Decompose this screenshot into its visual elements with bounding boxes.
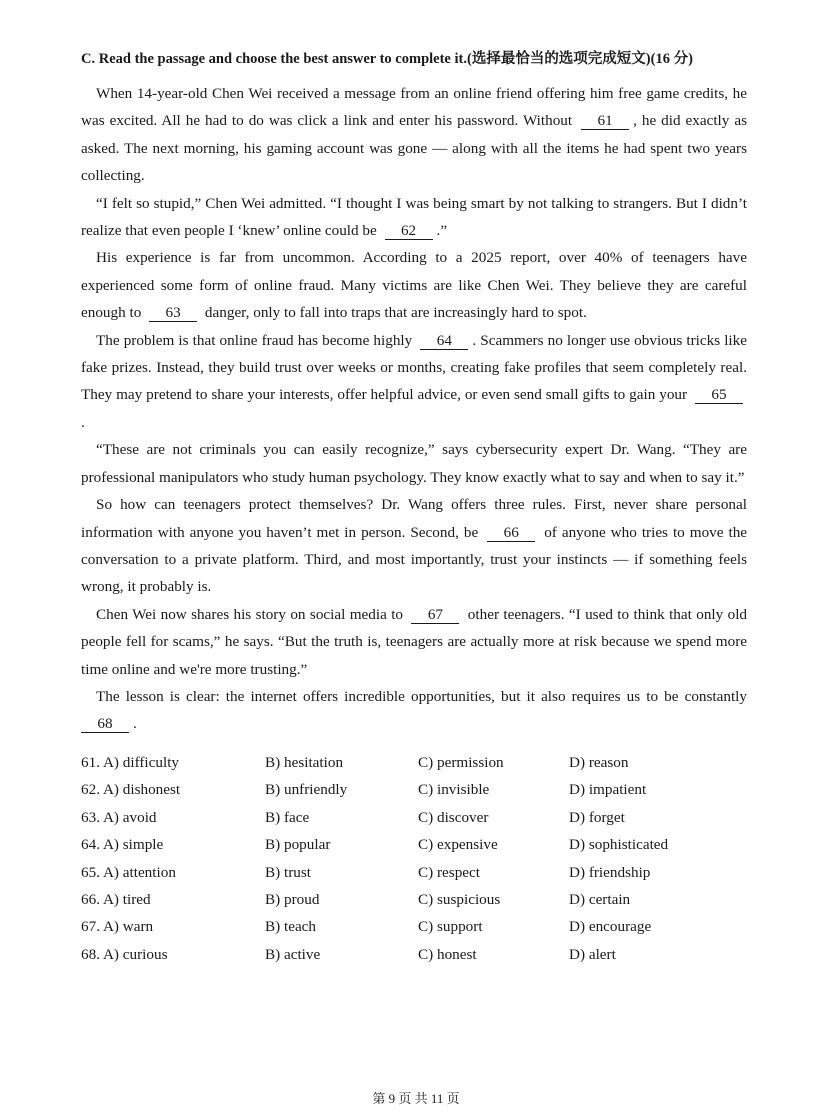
paragraph-text: . bbox=[133, 715, 137, 733]
paragraph-2 bbox=[81, 190, 747, 245]
option-a: 65. A) attention bbox=[81, 863, 176, 881]
option-d: D) alert bbox=[569, 945, 616, 963]
paragraph-text: . bbox=[81, 413, 85, 431]
paragraph-text: Chen Wei now shares his story on social media to bbox=[96, 605, 404, 623]
paragraph-text: , he did exactly as asked. The next morning, his gaming account was gone — along with all the items he had spent two years collecting. bbox=[81, 112, 747, 185]
answer-options bbox=[81, 749, 761, 968]
paragraph-7 bbox=[81, 601, 747, 683]
option-c: C) discover bbox=[418, 808, 489, 826]
option-c: C) respect bbox=[418, 863, 480, 881]
option-b: B) teach bbox=[265, 918, 317, 936]
paragraph-text: “These are not criminals you can easily recognize,” says cybersecurity expert Dr. Wang. “They are professional manipulators who study human psychology. They know exactly what to say and when to say it.” bbox=[81, 441, 747, 486]
option-d: D) forget bbox=[569, 808, 625, 826]
option-b: B) active bbox=[265, 945, 321, 963]
paragraph-text: of anyone who tries to move the conversation to a private platform. Third, and most importantly, trust your instincts — if something feels wrong, it probably is. bbox=[81, 523, 748, 596]
option-c: C) expensive bbox=[418, 836, 498, 854]
option-a: 63. A) avoid bbox=[81, 808, 157, 826]
option-c: C) invisible bbox=[418, 781, 490, 799]
passage bbox=[81, 80, 747, 738]
paragraph-text: So how can teenagers protect themselves? Dr. Wang offers three rules. First, never share personal information with anyone you haven’t met in person. Second, be bbox=[81, 496, 747, 541]
option-a: 61. A) difficulty bbox=[81, 754, 180, 771]
option-d: D) impatient bbox=[569, 781, 647, 799]
paragraph-text: danger, only to fall into traps that are increasingly hard to spot. bbox=[204, 304, 587, 322]
paragraph-text: . Scammers no longer use obvious tricks like fake prizes. Instead, they build trust over weeks or months, creating fake profiles that seem completely real. They may pretend to share your interests, offer helpful advice, or even send small gifts to gain your bbox=[81, 331, 747, 404]
paragraph-text: His experience is far from uncommon. According to a 2025 report, over 40% of teenagers have experienced some form of online fraud. Many victims are like Chen Wei. They believe they are careful enough to bbox=[81, 249, 747, 322]
paragraph-8 bbox=[81, 683, 747, 738]
option-c: C) suspicious bbox=[418, 890, 501, 908]
paragraph-text: The problem is that online fraud has become highly bbox=[96, 331, 413, 349]
option-a: 68. A) curious bbox=[81, 945, 168, 963]
paragraph-6 bbox=[81, 491, 747, 601]
option-c: C) permission bbox=[418, 754, 504, 771]
paragraph-text: When 14-year-old Chen Wei received a message from an online friend offering him free game credits, he was excited. All he had to do was click a link and enter his password. Without bbox=[81, 85, 747, 130]
option-row-61 bbox=[81, 749, 761, 776]
option-row-63 bbox=[81, 804, 761, 831]
option-b: B) proud bbox=[265, 890, 320, 908]
blank-64: 64 bbox=[420, 332, 468, 350]
blank-67: 67 bbox=[411, 606, 459, 624]
option-row-64 bbox=[81, 831, 761, 858]
option-a: 67. A) warn bbox=[81, 918, 154, 936]
section-heading bbox=[81, 48, 761, 70]
section-heading-label: C. Read the passage and choose the best answer to complete it. bbox=[81, 51, 467, 67]
option-d: D) certain bbox=[569, 890, 631, 908]
paragraph-3 bbox=[81, 244, 747, 326]
option-b: B) popular bbox=[265, 836, 331, 854]
blank-63: 63 bbox=[149, 304, 197, 322]
option-b: B) face bbox=[265, 808, 310, 826]
paragraph-1 bbox=[81, 80, 747, 190]
option-row-62 bbox=[81, 776, 761, 803]
option-row-67 bbox=[81, 913, 761, 940]
option-d: D) sophisticated bbox=[569, 836, 669, 854]
option-a: 62. A) dishonest bbox=[81, 781, 181, 799]
option-row-68 bbox=[81, 941, 761, 968]
blank-68: 68 bbox=[81, 715, 129, 733]
option-d: D) friendship bbox=[569, 863, 651, 881]
paragraph-text: other teenagers. “I used to think that only old people fell for scams,” he says. “But the truth is, teenagers are actually more at risk because we spend more time online and we're more trusting.” bbox=[81, 605, 748, 678]
option-row-66 bbox=[81, 886, 761, 913]
page-number: 第 9 页 共 11 页 bbox=[372, 1091, 460, 1106]
paragraph-text: “I felt so stupid,” Chen Wei admitted. “I thought I was being smart by not talking to strangers. But I didn’t realize that even people I ‘knew’ online could be bbox=[81, 194, 747, 240]
paragraph-text: .” bbox=[436, 222, 448, 240]
blank-61: 61 bbox=[581, 112, 629, 130]
blank-66: 66 bbox=[487, 524, 535, 542]
option-b: B) trust bbox=[265, 863, 311, 881]
option-a: 66. A) tired bbox=[81, 890, 151, 908]
option-b: B) unfriendly bbox=[265, 781, 348, 799]
section-instruction: (选择最恰当的选项完成短文)(16 分) bbox=[466, 51, 693, 67]
paragraph-4 bbox=[81, 327, 747, 437]
blank-65: 65 bbox=[695, 386, 743, 404]
option-b: B) hesitation bbox=[265, 754, 344, 771]
option-d: D) reason bbox=[569, 754, 629, 771]
option-d: D) encourage bbox=[569, 918, 652, 936]
option-c: C) honest bbox=[418, 945, 477, 963]
paragraph-5 bbox=[81, 436, 747, 491]
option-row-65 bbox=[81, 859, 761, 886]
option-c: C) support bbox=[418, 918, 483, 936]
paragraph-text: The lesson is clear: the internet offers incredible opportunities, but it also requires us to be constantly bbox=[96, 687, 747, 705]
option-a: 64. A) simple bbox=[81, 836, 164, 854]
blank-62: 62 bbox=[385, 222, 433, 240]
